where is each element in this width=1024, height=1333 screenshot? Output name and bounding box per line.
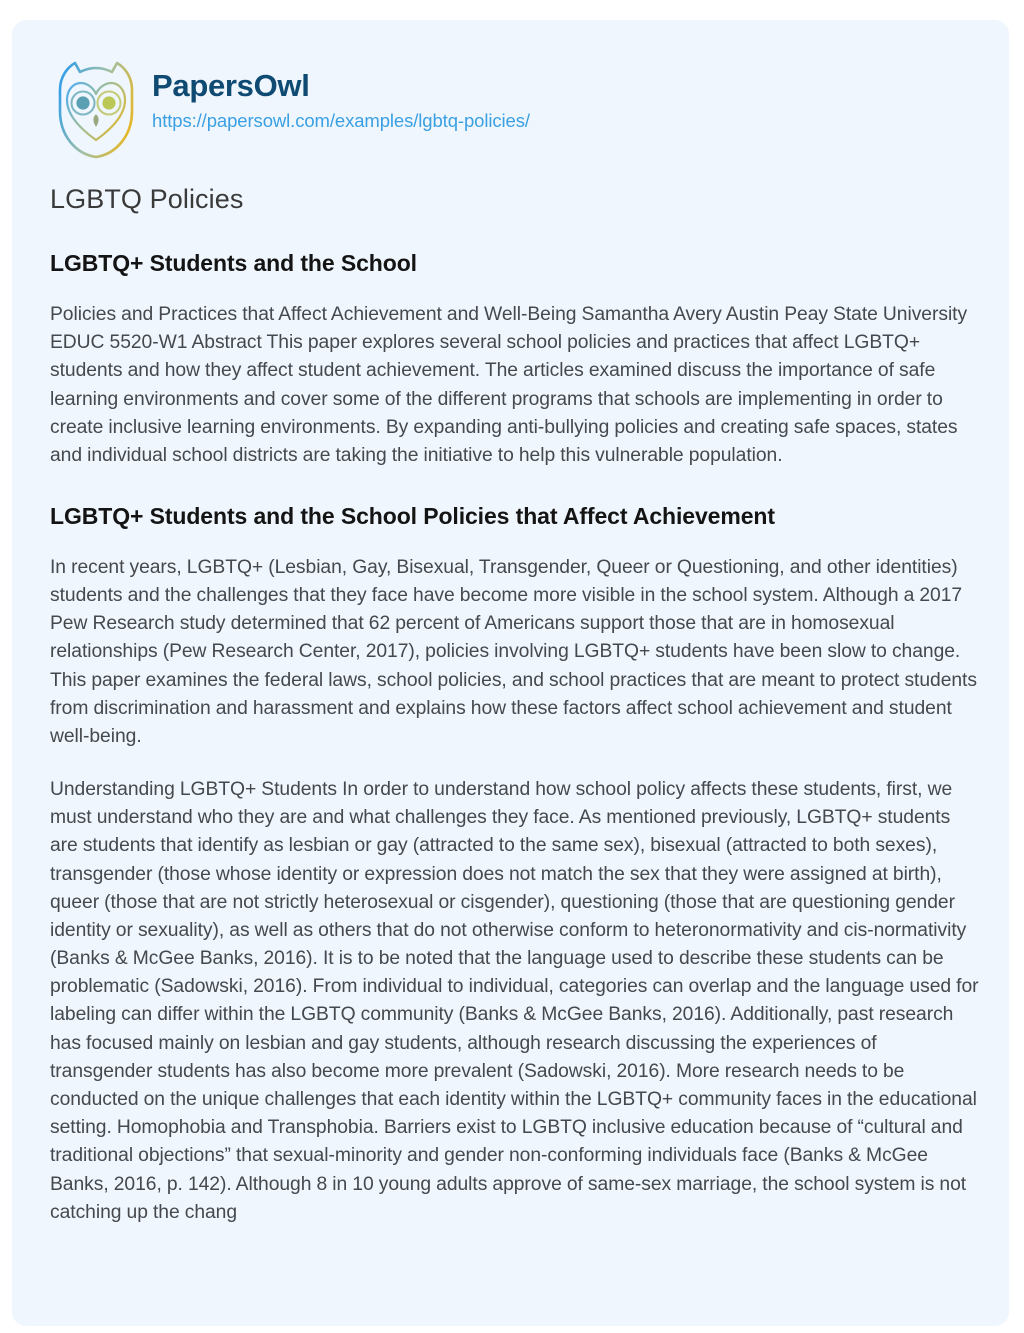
document-content: [50, 182, 980, 1227]
body-paragraph-1: In recent years, LGBTQ+ (Lesbian, Gay, Bisexual, Transgender, Queer or Questioning, and other identities) students and the challenges that they face have become more visible in the school system. Although a 2017 Pew Research study determined that 62 percent of Americans support those that are in homosexual relationships (Pew Research Center, 2017), policies involving LGBTQ+ students have been slow to change. This paper examines the federal laws, school policies, and school practices that are meant to protect students from discrimination and harassment and explains how these factors affect school achievement and student well-being.: [50, 556, 977, 747]
page-title: LGBTQ Policies: [50, 184, 244, 214]
body-paragraph-2: Understanding LGBTQ+ Students In order to understand how school policy affects these students, first, we must understand who they are and what challenges they face. As mentioned previously, LGBTQ+ students are students that identify as lesbian or gay (attracted to the same sex), bisexual (attracted to both sexes), transgender (those whose identity or expression does not match the sex that they were assigned at birth), queer (those that are not strictly heterosexual or cisgender), questioning (those that are questioning gender identity or sexuality), as well as others that do not otherwise conform to heteronormativity and cis-normativity (Banks & McGee Banks, 2016). It is to be noted that the language used to describe these students can be problematic (Sadowski, 2016). From individual to individual, categories can overlap and the language used for labeling can differ within the LGBTQ community (Banks & McGee Banks, 2016). Additionally, past research has focused mainly on lesbian and gay students, although research discussing the experiences of transgender students has also become more prevalent (Sadowski, 2016). More research needs to be conducted on the unique challenges that each identity within the LGBTQ+ community faces in the educational setting. Homophobia and Transphobia. Barriers exist to LGBTQ inclusive education because of “cultural and traditional objections” that sexual-minority and gender non-conforming individuals face (Banks & McGee Banks, 2016, p. 142). Although 8 in 10 young adults approve of same-sex marriage, the school system is not catching up the chang: [50, 779, 979, 1223]
papersowl-owl-logo-icon: [50, 56, 142, 162]
brand-text-block: [152, 52, 530, 132]
document-page-card: [12, 20, 1009, 1326]
section-heading-1: LGBTQ+ Students and the School: [50, 250, 417, 277]
brand-name: PapersOwl: [152, 68, 310, 103]
papersowl-brand-header[interactable]: [50, 52, 530, 162]
section-heading-2: LGBTQ+ Students and the School Policies that Affect Achievement: [50, 503, 775, 530]
abstract-paragraph: Policies and Practices that Affect Achievement and Well-Being Samantha Avery Austin Peay State University EDUC 5520-W1 Abstract This paper explores several school policies and practices that affect LGBTQ+ students and how they affect student achievement. The articles examined discuss the importance of safe learning environments and cover some of the different programs that schools are implementing in order to create inclusive learning environments. By expanding anti-bullying policies and creating safe spaces, states and individual school districts are taking the initiative to help this vulnerable population.: [50, 303, 968, 466]
source-url-link[interactable]: https://papersowl.com/examples/lgbtq-policies/: [152, 109, 530, 131]
